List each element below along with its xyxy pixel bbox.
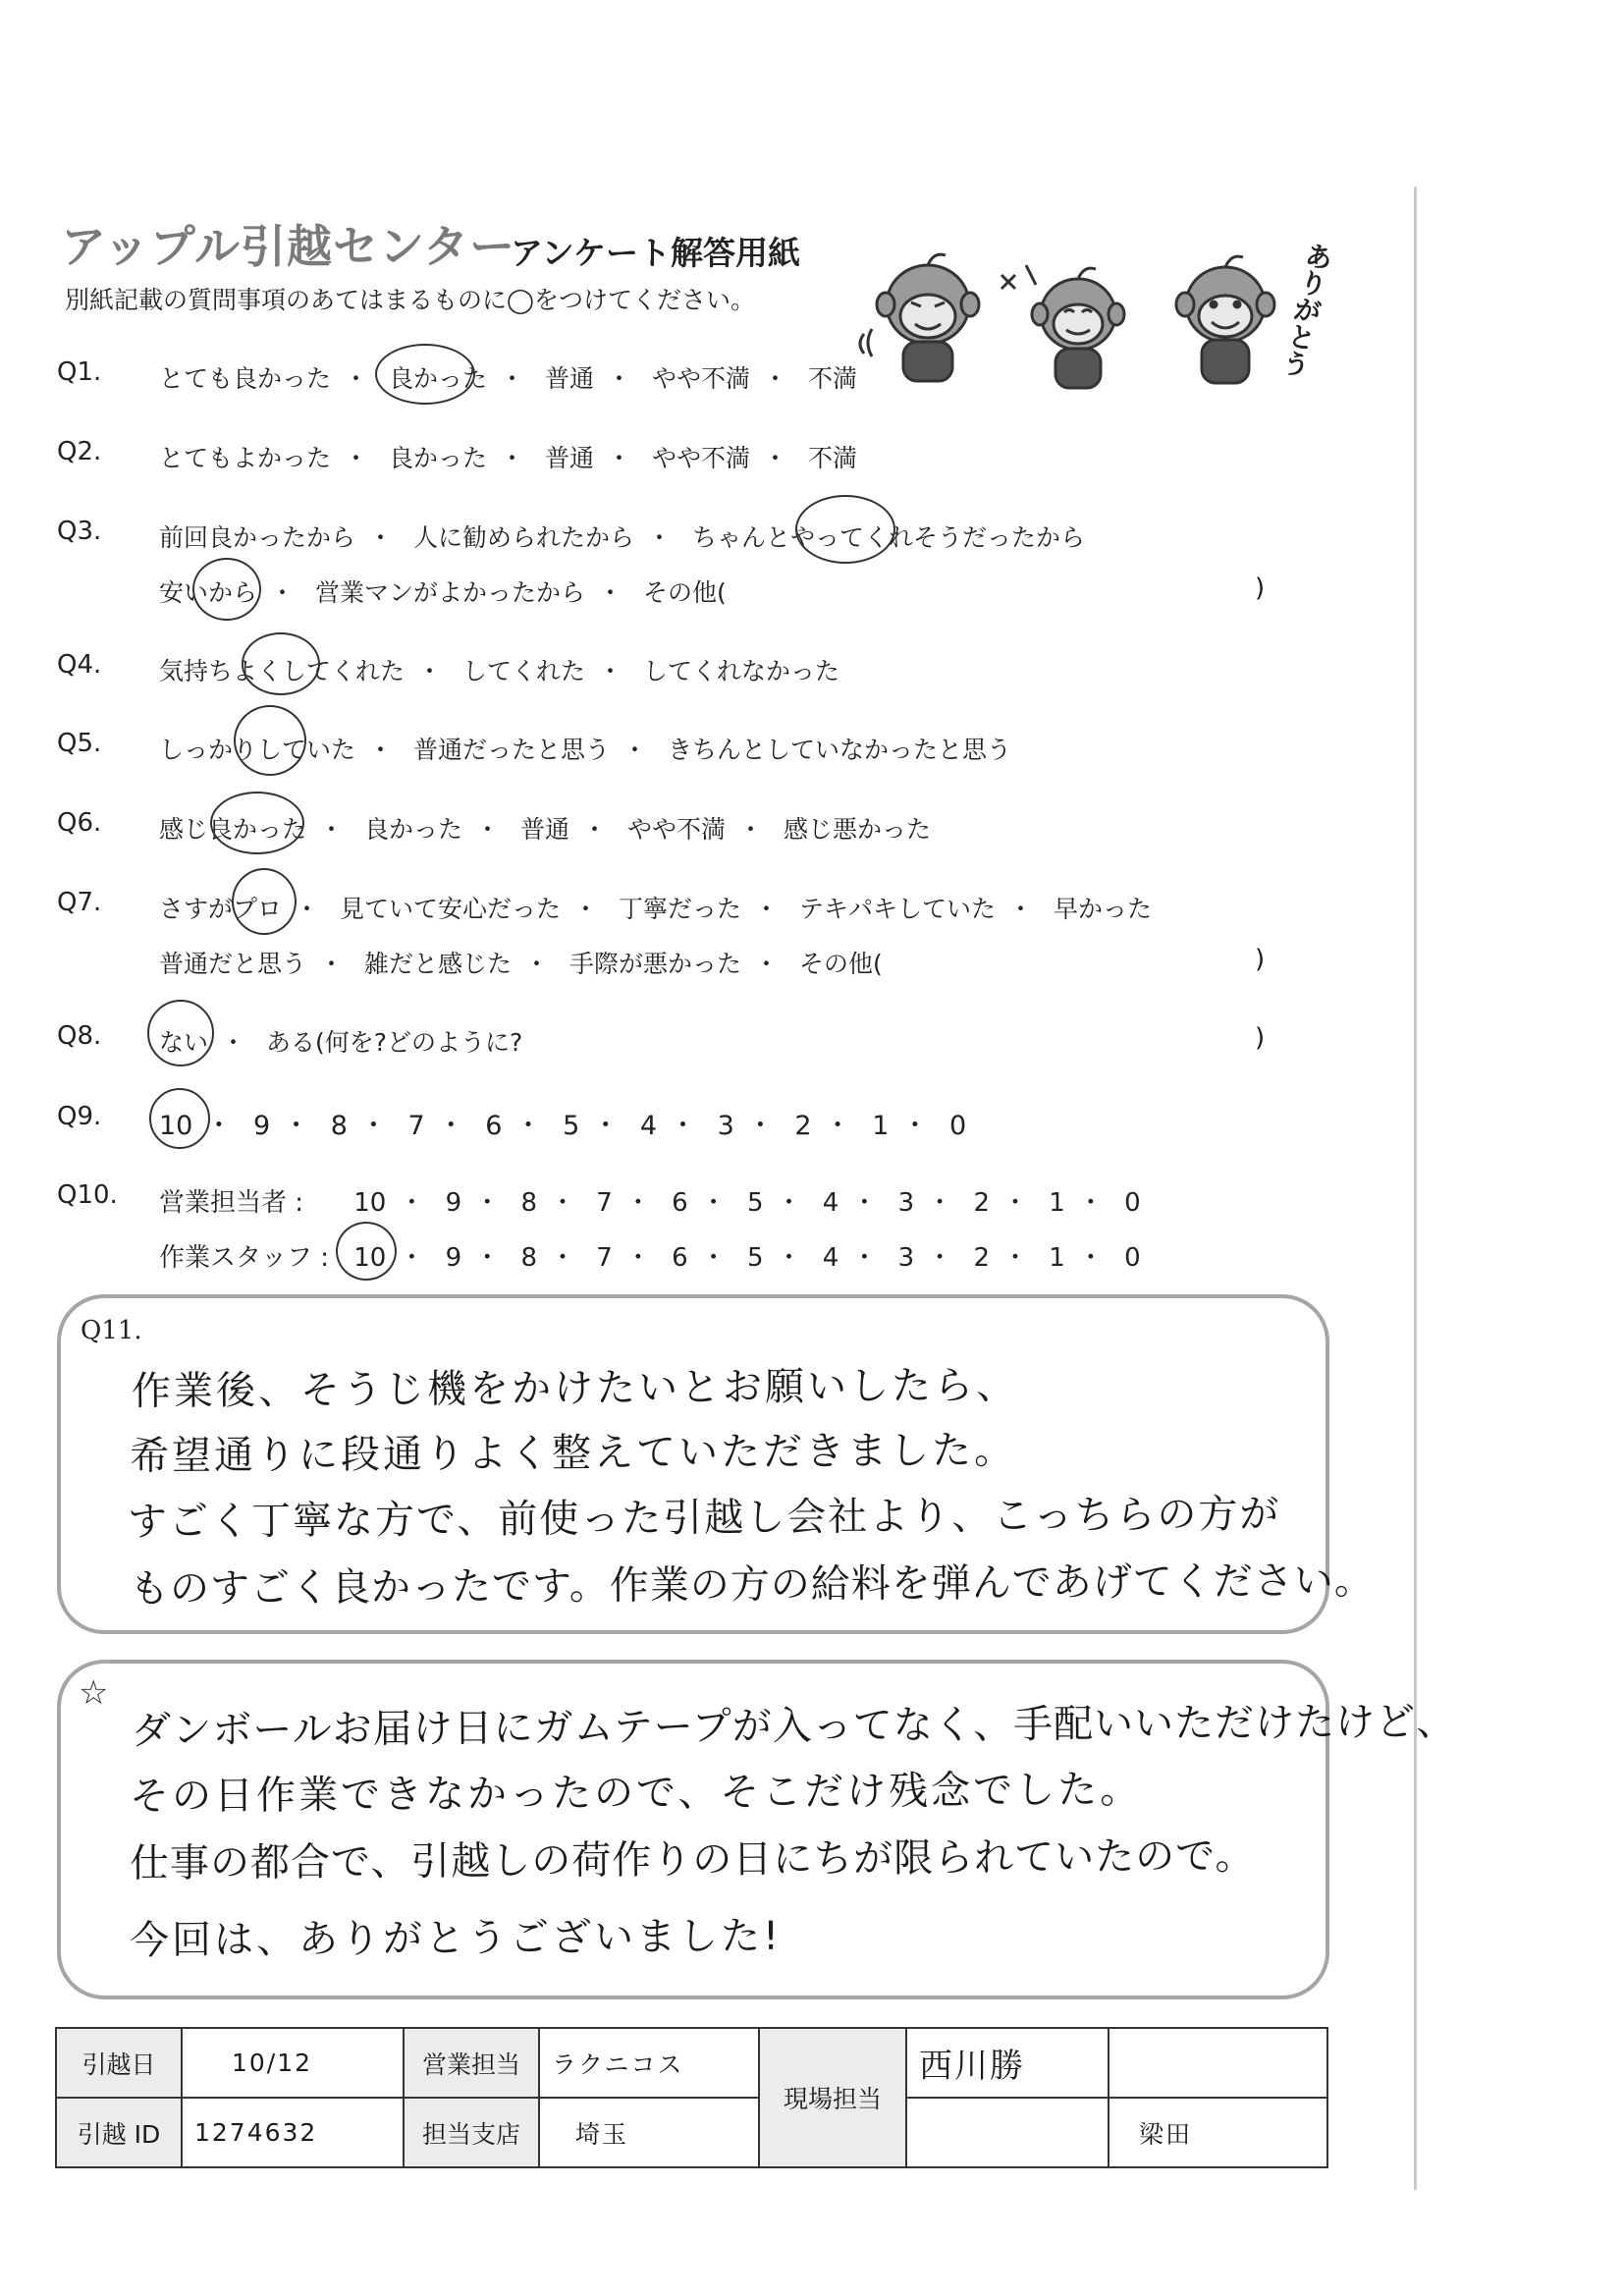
q9-score[interactable]: 7 [407, 1111, 425, 1141]
q9-score[interactable]: 9 [252, 1111, 271, 1141]
q8-options: ない ・ ある(何を?どのように? [159, 1028, 523, 1057]
q10-sales-score[interactable]: 5 [746, 1188, 764, 1218]
q3-option-selected[interactable]: 安いから [159, 578, 258, 607]
site-staff-label: 現場担当 [759, 2028, 906, 2167]
form-title: アンケート解答用紙 [511, 234, 801, 272]
q10-sales-score[interactable]: 1 [1049, 1188, 1065, 1218]
q10-sales-score[interactable]: 6 [672, 1188, 688, 1218]
q10-label: Q10. [57, 1180, 118, 1210]
q2-option[interactable]: 不満 [807, 444, 857, 472]
q11-handwriting-line: すごく丁寧な方で、前使った引越し会社より、こっちらの方が [127, 1491, 1281, 1546]
q6-options: 感じ良かった ・ 良かった ・ 普通 ・ やや不満 ・ 感じ悪かった [159, 815, 931, 844]
q9-score[interactable]: 1 [872, 1111, 890, 1141]
q5-option[interactable]: きちんとしていなかったと思う [667, 736, 1011, 764]
q6-option[interactable]: やや不満 [626, 815, 726, 844]
q10-staff-score[interactable]: 6 [672, 1243, 688, 1273]
q8-paren-close: ) [1255, 1023, 1266, 1053]
q3-options-line2: 安いから ・ 営業マンがよかったから ・ その他( [159, 578, 727, 607]
q9-scale: 10 ・ 9 ・ 8 ・ 7 ・ 6 ・ 5 ・ 4 ・ 3 ・ 2 ・ 1 ・ 0 [159, 1111, 967, 1141]
q4-option-selected[interactable]: 気持ちよくしてくれた [159, 657, 406, 685]
q1-option[interactable]: やや不満 [651, 364, 750, 393]
q9-score[interactable]: 5 [563, 1111, 580, 1141]
q1-label: Q1. [57, 357, 102, 387]
q9-answer-circle [149, 1088, 210, 1149]
q1-option[interactable]: とても良かった [159, 364, 332, 393]
q10-sales-label: 営業担当者 : [159, 1188, 304, 1218]
q1-options: とても良かった ・ 良かった ・ 普通 ・ やや不満 ・ 不満 [159, 364, 857, 393]
q10-staff-score[interactable]: 8 [520, 1243, 538, 1273]
q3-option[interactable]: 前回良かったから [159, 523, 356, 552]
q11-handwriting-line: ものすごく良かったです。作業の方の給料を弾んであげてください。 [129, 1558, 1375, 1613]
q10-staff-score[interactable]: 9 [445, 1243, 462, 1273]
q10-staff-score[interactable]: 1 [1049, 1243, 1065, 1273]
move-info-table [55, 2027, 1328, 2168]
q7-option[interactable]: テキパキしていた [798, 895, 996, 923]
q7-option[interactable]: 雑だと感じた [363, 950, 512, 978]
q10-staff-score[interactable]: 2 [973, 1243, 990, 1273]
q7-label: Q7. [57, 888, 102, 917]
q3-option-selected[interactable]: ちゃんとやってくれそうだったから [691, 523, 1085, 552]
branch-label: 担当支店 [404, 2098, 539, 2167]
q5-answer-circle [234, 705, 306, 776]
move-date-value[interactable]: 10/12 [182, 2028, 404, 2098]
q10-sales-score[interactable]: 3 [897, 1188, 915, 1218]
q2-option[interactable]: とてもよかった [159, 444, 332, 472]
q7-option[interactable]: 早かった [1053, 895, 1152, 923]
q9-score[interactable]: 3 [717, 1111, 734, 1141]
q9-score-selected[interactable]: 10 [159, 1111, 193, 1141]
q9-label: Q9. [57, 1102, 102, 1131]
q7-options-line1: さすがプロ ・ 見ていて安心だった ・ 丁寧だった ・ テキパキしていた ・ 早かった [159, 895, 1152, 923]
q4-answer-circle [242, 632, 320, 695]
star-icon: ☆ [79, 1673, 109, 1713]
monkey-mascots-illustration [854, 226, 1316, 403]
q5-options: しっかりしていた ・ 普通だったと思う ・ きちんとしていなかったと思う [159, 736, 1011, 764]
sales-rep-value[interactable]: ラクニコス [539, 2028, 759, 2098]
branch-value[interactable]: 埼玉 [539, 2098, 759, 2167]
q11-handwriting-line: 希望通りに段通りよく整えていただきました。 [129, 1427, 1017, 1480]
q6-answer-circle [210, 792, 304, 854]
mascot-caption: ありがとう [1275, 239, 1337, 381]
q7-options-line2: 普通だと思う ・ 雑だと感じた ・ 手際が悪かった ・ その他( [159, 950, 883, 978]
site-staff-empty-2[interactable] [906, 2098, 1109, 2167]
q10-sales-score[interactable]: 9 [445, 1188, 462, 1218]
q7-option[interactable]: 丁寧だった [618, 895, 741, 923]
q7-option[interactable]: 見ていて安心だった [339, 895, 561, 923]
q4-option[interactable]: してくれた [461, 657, 585, 685]
q2-options: とてもよかった ・ 良かった ・ 普通 ・ やや不満 ・ 不満 [159, 444, 857, 472]
q9-score[interactable]: 6 [485, 1111, 503, 1141]
q10-staff-answer-circle [336, 1222, 397, 1281]
q11-label: Q11. [81, 1316, 142, 1345]
q10-sales-score[interactable]: 7 [596, 1188, 613, 1218]
q2-label: Q2. [57, 437, 102, 466]
q10-staff-row: 作業スタッフ : 10 ・ 9 ・ 8 ・ 7 ・ 6 ・ 5 ・ 4 ・ 3 ・ 2 ・ 1 ・ 0 [159, 1237, 1141, 1274]
q6-option[interactable]: 良かった [363, 815, 462, 844]
q4-label: Q4. [57, 650, 102, 680]
q3-options-line1: 前回良かったから ・ 人に勧められたから ・ ちゃんとやってくれそうだったから [159, 523, 1085, 552]
q10-staff-score[interactable]: 4 [822, 1243, 839, 1273]
q10-sales-score[interactable]: 10 [353, 1188, 387, 1218]
q6-option-selected[interactable]: 感じ良かった [159, 815, 307, 844]
q4-options: 気持ちよくしてくれた ・ してくれた ・ してくれなかった [159, 657, 839, 685]
q3-option-other[interactable]: その他( [642, 578, 727, 607]
q10-staff-label: 作業スタッフ : [159, 1243, 330, 1273]
q10-staff-score[interactable]: 0 [1124, 1243, 1141, 1273]
q3-label: Q3. [57, 517, 102, 546]
move-date-label: 引越日 [56, 2028, 182, 2098]
site-staff-2[interactable]: 梁田 [1109, 2098, 1327, 2167]
q11-handwriting-line: 作業後、そうじ機をかけたいとお願いしたら、 [131, 1362, 1019, 1415]
q8-answer-circle [147, 1000, 214, 1066]
q10-sales-score[interactable]: 8 [520, 1188, 538, 1218]
company-title: アップル引越センター [61, 220, 516, 273]
q8-option-selected[interactable]: ない [159, 1028, 209, 1057]
q8-label: Q8. [57, 1021, 102, 1051]
q1-option[interactable]: 不満 [807, 364, 857, 393]
q10-sales-score[interactable]: 2 [973, 1188, 990, 1218]
q7-option-selected[interactable]: さすがプロ [159, 895, 283, 923]
q5-option-selected[interactable]: しっかりしていた [159, 736, 356, 764]
q2-option[interactable]: 良かった [388, 444, 487, 472]
q2-option[interactable]: 普通 [544, 444, 594, 472]
move-id-value[interactable]: 1274632 [182, 2098, 404, 2167]
q10-sales-score[interactable]: 4 [822, 1188, 839, 1218]
q10-staff-score[interactable]: 7 [596, 1243, 613, 1273]
q2-option[interactable]: やや不満 [651, 444, 750, 472]
q10-staff-score[interactable]: 3 [897, 1243, 915, 1273]
q3-option[interactable]: 人に勧められたから [412, 523, 634, 552]
comment-handwriting-line: その日作業できなかったので、そこだけ残念でした。 [129, 1767, 1143, 1820]
q3-paren-close: ) [1255, 574, 1266, 603]
q1-option-selected[interactable]: 良かった [388, 364, 487, 393]
q3-answer-circle [795, 495, 895, 564]
q7-paren-close: ) [1255, 945, 1266, 974]
q9-score[interactable]: 0 [948, 1111, 967, 1141]
q8-option-other[interactable]: ある(何を?どのように? [265, 1028, 523, 1057]
q10-sales-row: 営業担当者 : 10 ・ 9 ・ 8 ・ 7 ・ 6 ・ 5 ・ 4 ・ 3 ・ 2 ・ 1 ・ 0 [159, 1182, 1141, 1219]
q10-staff-score[interactable]: 5 [746, 1243, 764, 1273]
q9-score[interactable]: 2 [794, 1111, 812, 1141]
q1-option[interactable]: 普通 [544, 364, 594, 393]
q5-label: Q5. [57, 729, 102, 758]
q10-staff-score-selected[interactable]: 10 [353, 1243, 387, 1273]
q7-option-other[interactable]: その他( [798, 950, 883, 978]
comment-handwriting-line: ダンボールお届け日にガムテープが入ってなく、手配いいただけたけど、 [131, 1699, 1457, 1754]
q6-option[interactable]: 感じ悪かった [783, 815, 931, 844]
q10-sales-score[interactable]: 0 [1124, 1188, 1141, 1218]
q3-option[interactable]: 営業マンがよかったから [314, 578, 585, 607]
sales-rep-label: 営業担当 [404, 2028, 539, 2098]
q7-answer-circle [232, 868, 297, 935]
scan-edge [1414, 187, 1417, 2190]
site-staff-empty[interactable] [1109, 2028, 1327, 2098]
site-staff-1[interactable]: 西川勝 [906, 2028, 1109, 2098]
q6-option[interactable]: 普通 [519, 815, 569, 844]
q4-option[interactable]: してくれなかった [642, 657, 839, 685]
comment-handwriting-line: 今回は、ありがとうございました! [129, 1913, 783, 1964]
q9-score[interactable]: 8 [330, 1111, 348, 1141]
move-id-label: 引越 ID [56, 2098, 182, 2167]
q7-option[interactable]: 普通だと思う [159, 950, 307, 978]
q5-option[interactable]: 普通だったと思う [412, 736, 610, 764]
q7-option[interactable]: 手際が悪かった [568, 950, 741, 978]
comment-handwriting-line: 仕事の都合で、引越しの荷作りの日にちが限られていたので。 [129, 1832, 1256, 1887]
instruction-text: 別紙記載の質問事項のあてはまるものに◯をつけてください。 [65, 286, 755, 314]
q6-label: Q6. [57, 808, 102, 838]
q9-score[interactable]: 4 [639, 1111, 658, 1141]
q1-answer-circle [375, 344, 475, 405]
q3-answer-circle-2 [192, 558, 261, 621]
